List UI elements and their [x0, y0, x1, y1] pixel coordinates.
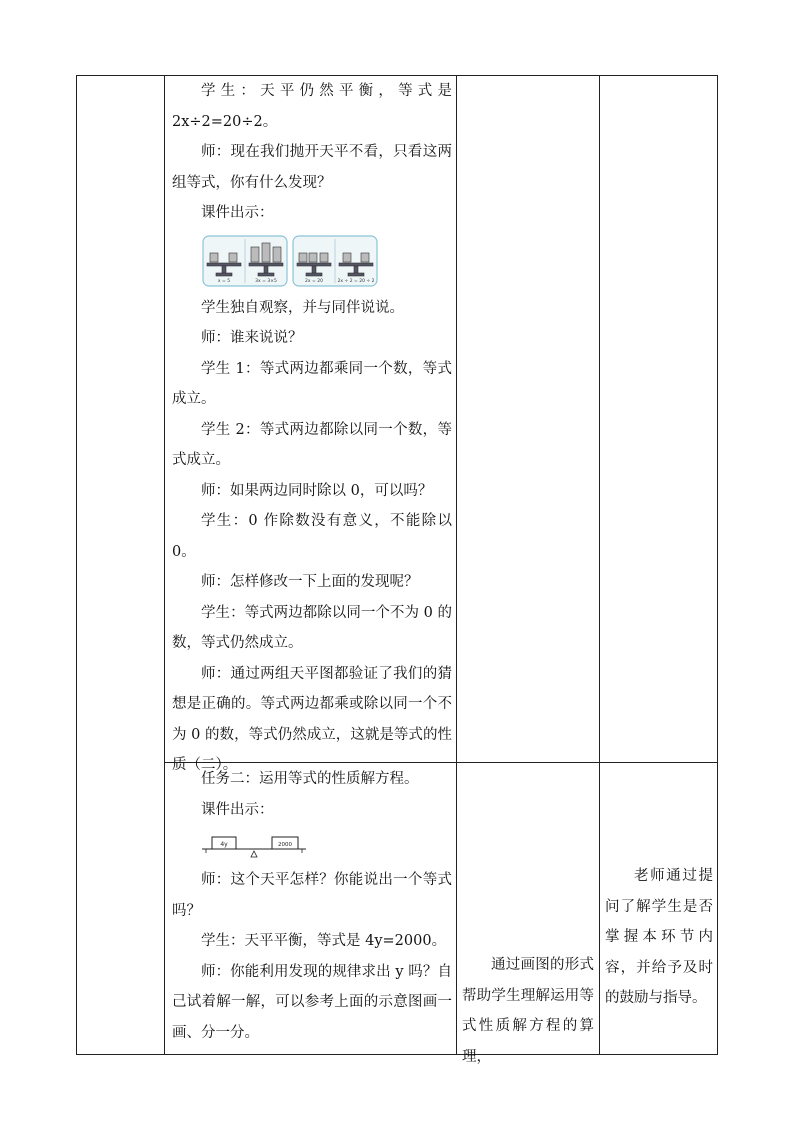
dialogue-line: 师：这个天平怎样？你能说出一个等式吗？	[172, 872, 452, 919]
dialogue-line: 学生：天平平衡，等式是 4y=2000。	[201, 933, 447, 949]
balance-caption: 2x ÷ 2 = 20 ÷ 2	[337, 278, 375, 284]
dialogue-line: 学生独自观察，并与同伴说说。	[201, 299, 404, 316]
process-cell-row1	[172, 76, 452, 781]
table-border-right	[717, 75, 718, 1055]
balance-caption: x = 5	[217, 278, 231, 284]
dialogue-line: 课件出示：	[201, 205, 274, 221]
task-box-right-label: 2000	[278, 842, 292, 848]
dialogue-line: 学生：等式两边都除以同一个不为 0 的数，等式仍然成立。	[172, 604, 452, 651]
dialogue-line: 学生 1：等式两边都乘同一个数，等式成立。	[172, 360, 452, 407]
dialogue-line: 师：你能利用发现的规律求出 y 吗？自己试着解一解，可以参考上面的示意图画一画、分一分。	[172, 963, 452, 1041]
design-intent-cell	[462, 950, 594, 1072]
table-border-left	[76, 75, 77, 1055]
dialogue-line: 学生：0 作除数没有意义，不能除以 0。	[172, 513, 452, 560]
dialogue-line: 师：如果两边同时除以 0，可以吗？	[201, 482, 433, 499]
column-divider-1	[164, 75, 165, 1055]
lesson-plan-table	[76, 75, 718, 1065]
evaluation-text: 老师通过提问了解学生是否掌握本环节内容，并给予及时的鼓励与指导。	[605, 868, 713, 1006]
dialogue-line: 课件出示：	[201, 801, 274, 818]
balance-scales-illustration	[202, 235, 378, 287]
task-box-left-label: 4y	[220, 841, 228, 848]
dialogue-line: 师：现在我们抛开天平不看，只看这两组等式，你有什么发现？	[172, 144, 452, 191]
evaluation-cell	[605, 861, 713, 1014]
process-cell-row2	[172, 764, 452, 1048]
task-balance-illustration	[202, 833, 306, 859]
design-intent-text: 通过画图的形式帮助学生理解运用等式性质解方程的算理，	[462, 957, 594, 1065]
table-border-bottom	[76, 1054, 718, 1055]
dialogue-line: 学生 2：等式两边都除以同一个数，等式成立。	[172, 421, 452, 468]
dialogue-line: 学生：天平仍然平衡，等式是 2x÷2=20÷2。	[172, 83, 452, 130]
dialogue-line: 师：怎样修改一下上面的发现呢？	[201, 574, 419, 590]
dialogue-line: 师：谁来说说？	[201, 330, 303, 346]
balance-caption: 2x = 20	[305, 278, 323, 284]
task-heading: 任务二：运用等式的性质解方程。	[201, 771, 419, 787]
balance-caption: 3x = 3×5	[255, 278, 277, 284]
dialogue-line: 师：通过两组天平图都验证了我们的猜想是正确的。等式两边都乘或除以同一个不为 0 的数，等式仍然成立，这就是等式的性质（二）。	[172, 665, 452, 773]
column-divider-2	[456, 75, 457, 1055]
column-divider-3	[599, 75, 600, 1055]
